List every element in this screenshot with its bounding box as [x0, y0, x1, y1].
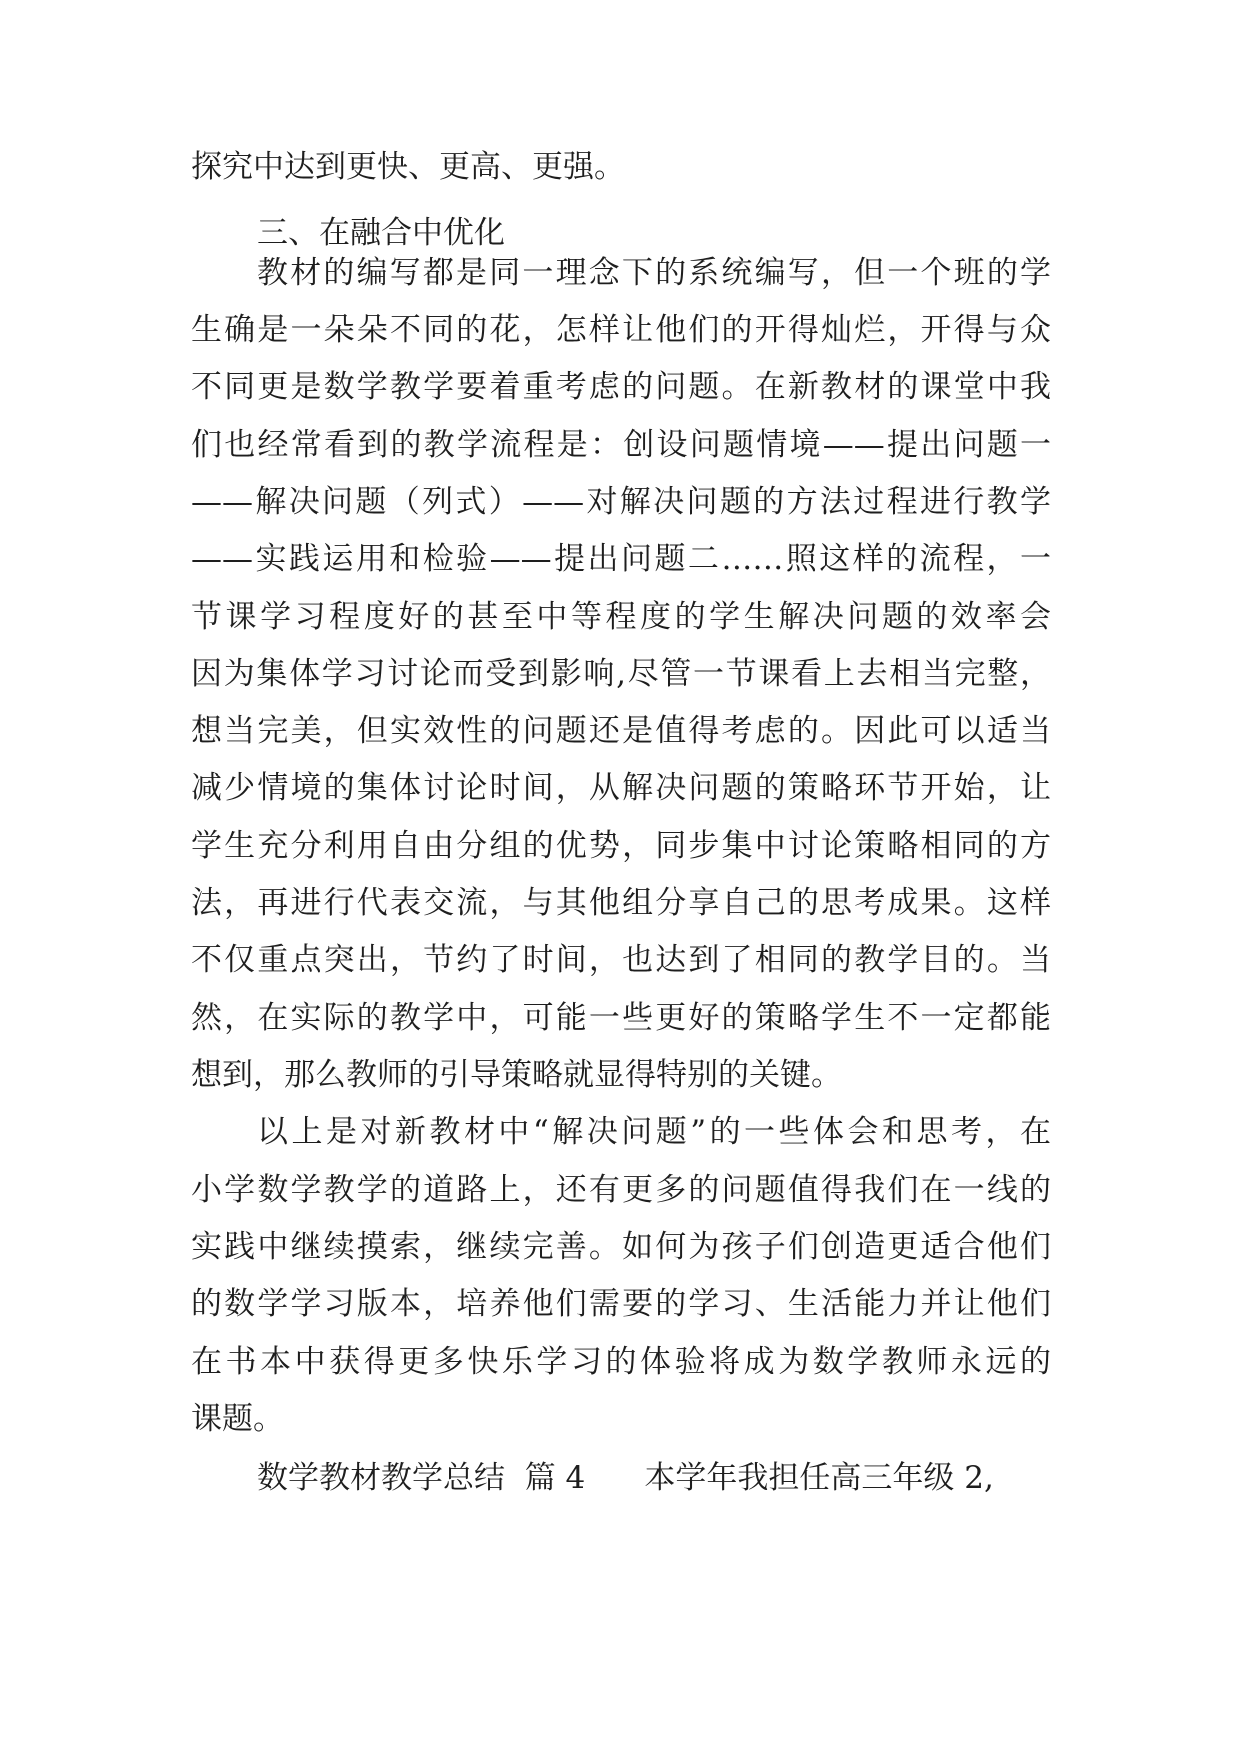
paragraph-line: 小学数学教学的道路上，还有更多的问题值得我们在一线的	[191, 1172, 1051, 1208]
section-title-line: 数学教材教学总结 篇 4 本学年我担任高三年级 2,	[257, 1460, 994, 1496]
paragraph-line: 探究中达到更快、更高、更强。	[191, 149, 625, 185]
paragraph-line: 法，再进行代表交流，与其他组分享自己的思考成果。这样	[191, 885, 1051, 921]
paragraph-line: 以上是对新教材中“解决问题”的一些体会和思考，在	[257, 1114, 1051, 1150]
paragraph-line: 的数学学习版本，培养他们需要的学习、生活能力并让他们	[191, 1286, 1051, 1322]
paragraph-line: 课题。	[191, 1401, 284, 1437]
paragraph-line: 实践中继续摸索，继续完善。如何为孩子们创造更适合他们	[191, 1229, 1051, 1265]
paragraph-line: 们也经常看到的教学流程是：创设问题情境——提出问题一	[191, 427, 1051, 463]
paragraph-line: 教材的编写都是同一理念下的系统编写，但一个班的学	[257, 255, 1051, 291]
paragraph-line: 在书本中获得更多快乐学习的体验将成为数学教师永远的	[191, 1344, 1051, 1380]
paragraph-line: 生确是一朵朵不同的花，怎样让他们的开得灿烂，开得与众	[191, 312, 1051, 348]
paragraph-line: 不同更是数学教学要着重考虑的问题。在新教材的课堂中我	[191, 369, 1051, 405]
paragraph-line: 然，在实际的教学中，可能一些更好的策略学生不一定都能	[191, 1000, 1051, 1036]
paragraph-line: 不仅重点突出，节约了时间，也达到了相同的教学目的。当	[191, 942, 1051, 978]
paragraph-line: 因为集体学习讨论而受到影响,尽管一节课看上去相当完整，	[191, 656, 1051, 692]
paragraph-line: ——解决问题（列式）——对解决问题的方法过程进行教学	[191, 484, 1051, 520]
paragraph-line: 节课学习程度好的甚至中等程度的学生解决问题的效率会	[191, 599, 1051, 635]
paragraph-line: 想到，那么教师的引导策略就显得特别的关键。	[191, 1057, 842, 1093]
paragraph-line: ——实践运用和检验——提出问题二……照这样的流程，一	[191, 541, 1051, 577]
paragraph-line: 减少情境的集体讨论时间，从解决问题的策略环节开始，让	[191, 770, 1051, 806]
paragraph-line: 想当完美，但实效性的问题还是值得考虑的。因此可以适当	[191, 713, 1051, 749]
section-heading: 三、在融合中优化	[257, 215, 505, 251]
paragraph-line: 学生充分利用自由分组的优势，同步集中讨论策略相同的方	[191, 828, 1051, 864]
